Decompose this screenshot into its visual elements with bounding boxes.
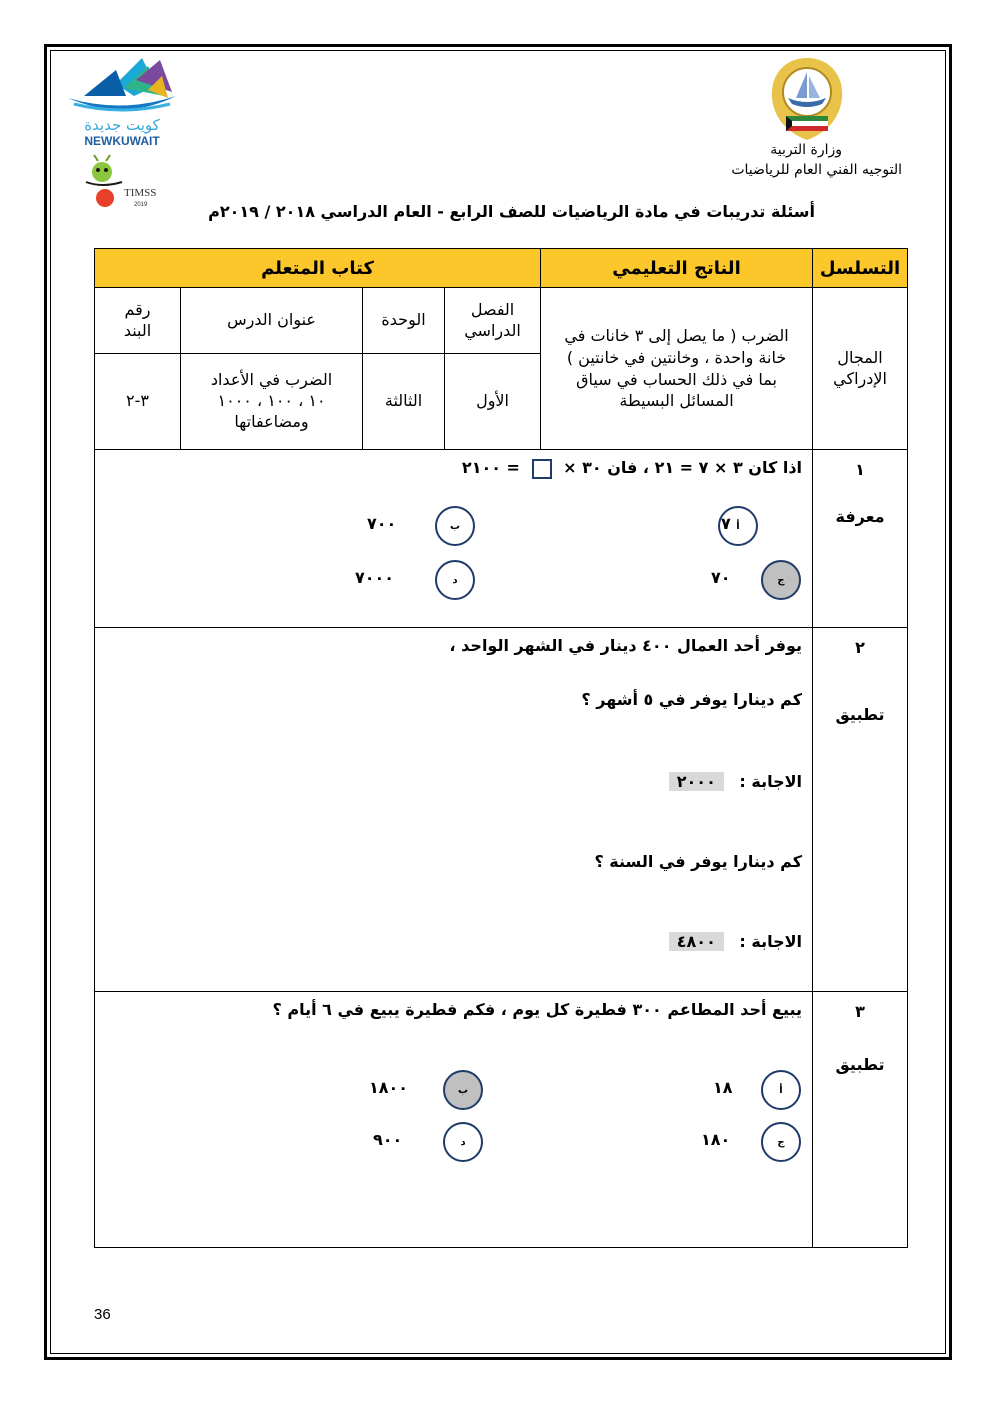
col-item: رقم البند (95, 288, 181, 354)
q1-text (462, 458, 802, 479)
q2-answer-value-2: ٤٨٠٠ (669, 932, 724, 951)
new-kuwait-english: NEWKUWAIT (84, 134, 160, 148)
blank-box-icon (532, 459, 552, 479)
domain-label: المجال الإدراكي (813, 288, 908, 450)
q1-text-b: = ٢١٠٠ (461, 458, 520, 477)
q2-line1: يوفر أحد العمال ٤٠٠ دينار في الشهر الواحد ، (449, 636, 803, 655)
meta-labels-row (95, 288, 908, 354)
q3-option-a-circle[interactable]: أ (761, 1070, 801, 1110)
outcome-text: الضرب ( ما يصل إلى ٣ خانات في خانة واحدة ، وخانتين في خانتين ) بما في ذلك الحساب في سياق المسائل البسيطة (541, 288, 813, 450)
q3-option-b-circle[interactable]: ب (443, 1070, 483, 1110)
item-value: ٣-٢ (95, 354, 181, 450)
kuwait-emblem (766, 54, 848, 144)
q3-option-b-value: ١٨٠٠ (369, 1078, 409, 1097)
department-name: التوجيه الفني العام للرياضيات (731, 162, 902, 178)
question-table (94, 248, 908, 1248)
q3-number: ٣ (855, 1002, 865, 1021)
q3-content (95, 992, 813, 1248)
semester-value: الأول (445, 354, 541, 450)
q2-content (95, 628, 813, 992)
q1-text-a: اذا كان ٣ × ٧ = ٢١ ، فان ٣٠ × (563, 458, 803, 477)
unit-value: الثالثة (363, 354, 445, 450)
lesson-value: الضرب في الأعداد ١٠ ، ١٠٠ ، ١٠٠٠ ومضاعفاتها (181, 354, 363, 450)
q1-option-a-value: ٧ (721, 514, 731, 533)
header-seq: التسلسل (813, 249, 908, 288)
q3-option-d-circle[interactable]: د (443, 1122, 483, 1162)
q1-option-d-value: ٧٠٠٠ (355, 568, 395, 587)
q1-seq-cell (813, 450, 908, 628)
q1-option-c-value: ٧٠ (711, 568, 731, 587)
q2-answer-value-1: ٢٠٠٠ (669, 772, 724, 791)
col-unit: الوحدة (363, 288, 445, 354)
question-row-1 (95, 450, 908, 628)
q3-option-c-circle[interactable]: ج (761, 1122, 801, 1162)
q2-answer-label-2: الاجابة : (739, 932, 803, 951)
q2-answer1 (669, 772, 802, 791)
col-semester: الفصل الدراسي (445, 288, 541, 354)
new-kuwait-arabic: كويت جديدة (84, 116, 160, 134)
table-header-row (95, 249, 908, 288)
ministry-name: وزارة التربية (770, 142, 842, 158)
q1-option-d-circle[interactable]: د (435, 560, 475, 600)
q1-option-a-circle[interactable]: أ (718, 506, 758, 546)
q3-option-a-value: ١٨ (713, 1078, 733, 1097)
q3-option-c-value: ١٨٠ (701, 1130, 731, 1149)
q3-text: يبيع أحد المطاعم ٣٠٠ فطيرة كل يوم ، فكم فطيرة يبيع في ٦ أيام ؟ (272, 1000, 803, 1019)
q1-number: ١ (855, 460, 865, 479)
page-title: أسئلة تدريبات في مادة الرياضيات للصف الرابع - العام الدراسي ٢٠١٨ / ٢٠١٩م (208, 202, 815, 221)
new-kuwait-logo (64, 56, 180, 148)
question-row-3 (95, 992, 908, 1248)
q1-option-b-circle[interactable]: ب (435, 506, 475, 546)
q2-number: ٢ (855, 638, 865, 657)
q2-seq-cell (813, 628, 908, 992)
header-outcome: الناتج التعليمي (541, 249, 813, 288)
q3-seq-cell (813, 992, 908, 1248)
question-row-2 (95, 628, 908, 992)
q2-line3: كم دينارا يوفر في السنة ؟ (594, 852, 803, 871)
col-lesson: عنوان الدرس (181, 288, 363, 354)
header-book: كتاب المتعلم (95, 249, 541, 288)
q2-line2: كم دينارا يوفر في ٥ أشهر ؟ (581, 690, 803, 709)
q2-answer-label-1: الاجابة : (739, 772, 803, 791)
q3-domain: تطبيق (835, 1055, 885, 1074)
q1-domain: معرفة (835, 507, 885, 526)
timss-year: 2019 (134, 202, 148, 208)
q2-answer2 (669, 932, 802, 951)
q3-option-d-value: ٩٠٠ (373, 1130, 403, 1149)
q1-content (95, 450, 813, 628)
q2-domain: تطبيق (835, 705, 885, 724)
timss-text: TIMSS (124, 187, 157, 199)
q1-option-c-circle[interactable]: ج (761, 560, 801, 600)
page-number: 36 (94, 1306, 111, 1323)
q1-option-b-value: ٧٠٠ (367, 514, 397, 533)
